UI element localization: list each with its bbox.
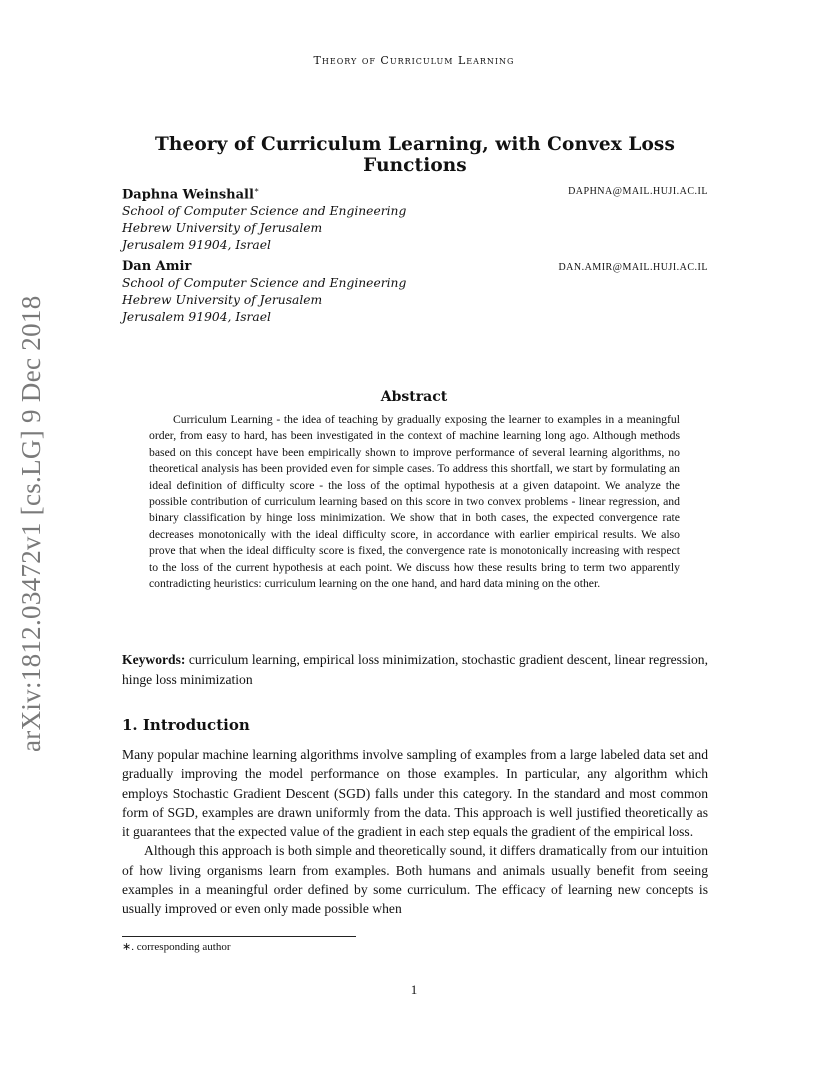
abstract-text: Curriculum Learning - the idea of teaching by gradually exposing the learner to examples in a meaningful order, from easy to hard, has been investigated in the context of machine learning long ago. Although methods based on this concept have been empirically shown to improve performance of several learning algorithms, no theoretical analysis has been provided even for simple cases. To address this shortfall, we start by formulating an ideal definition of difficulty score - the loss of the optimal hypothesis at a given datapoint. We analyze the possible contribution of curriculum learning based on this score in two convex problems - linear regression, and binary classification by hinge loss minimization. We show that in both cases, the expected convergence rate decreases monotonically with the ideal difficulty score, in accordance with earlier empirical results. We also prove that when the ideal difficulty score is fixed, the convergence rate is monotonically increasing with respect to the loss of the current hypothesis at each point. We discuss how these results bring to term two apparently contradicting heuristics: curriculum learning on the one hand, and hard data mining on the other. — [149, 413, 680, 591]
paper-title: Theory of Curriculum Learning, with Convex Loss Functions — [155, 134, 675, 176]
affiliation-line: School of Computer Science and Engineering — [122, 204, 407, 219]
affiliation-line: Jerusalem 91904, Israel — [122, 310, 271, 324]
section-number: 1. — [122, 716, 138, 734]
section-title: Introduction — [142, 716, 250, 734]
keywords — [122, 650, 708, 690]
author-email[interactable]: DAN.AMIR@MAIL.HUJI.AC.IL — [558, 262, 708, 273]
author-block-2 — [122, 258, 708, 326]
body-paragraph: Although this approach is both simple and theoretically sound, it differs dramatically from our intuition of how living organisms learn from examples. Both humans and animals usually benefit from seeing examples in a meaningful order defined by some curriculum. The efficacy of learning new concepts is usually improved or even only made possible when — [122, 843, 708, 917]
author-name-line — [122, 258, 708, 275]
body-paragraph: Many popular machine learning algorithms involve sampling of examples from a large labeled data set and gradually improving the model performance on those examples. In particular, any algorithm which employs Stochastic Gradient Descent (SGD) falls under this category. In the standard and most common form of SGD, examples are drawn uniformly from the data. This approach is well justified theoretically as it guarantees that the expected value of the gradient in each step equals the gradient of the empirical loss. — [122, 747, 708, 840]
running-head: Theory of Curriculum Learning — [313, 54, 515, 67]
affiliation-line: School of Computer Science and Engineering — [122, 276, 407, 290]
author-email[interactable]: DAPHNA@MAIL.HUJI.AC.IL — [568, 186, 708, 197]
keywords-list: curriculum learning, empirical loss minimization, stochastic gradient descent, linear regression, hinge loss minimization — [122, 652, 709, 687]
abstract-heading: Abstract — [380, 389, 448, 405]
author-name: Dan Amir — [122, 259, 192, 274]
affiliation-line: Hebrew University of Jerusalem — [122, 221, 323, 236]
page-number: 1 — [410, 982, 418, 997]
author-name: Daphna Weinshall — [122, 187, 254, 203]
footnote: ∗. corresponding author — [122, 941, 231, 953]
affiliation-line: Hebrew University of Jerusalem — [122, 293, 323, 307]
keywords-label: Keywords: — [122, 652, 186, 667]
footnote-divider — [122, 936, 356, 937]
introduction-body — [122, 745, 708, 919]
arxiv-identifier-stamp: arXiv:1812.03472v1 [cs.LG] 9 Dec 2018 — [16, 295, 46, 752]
corresponding-author-mark: ∗ — [253, 186, 260, 195]
section-heading-introduction — [122, 716, 250, 734]
author-name-line — [122, 182, 708, 203]
author-block-1 — [122, 182, 708, 254]
affiliation-line: Jerusalem 91904, Israel — [122, 238, 271, 253]
